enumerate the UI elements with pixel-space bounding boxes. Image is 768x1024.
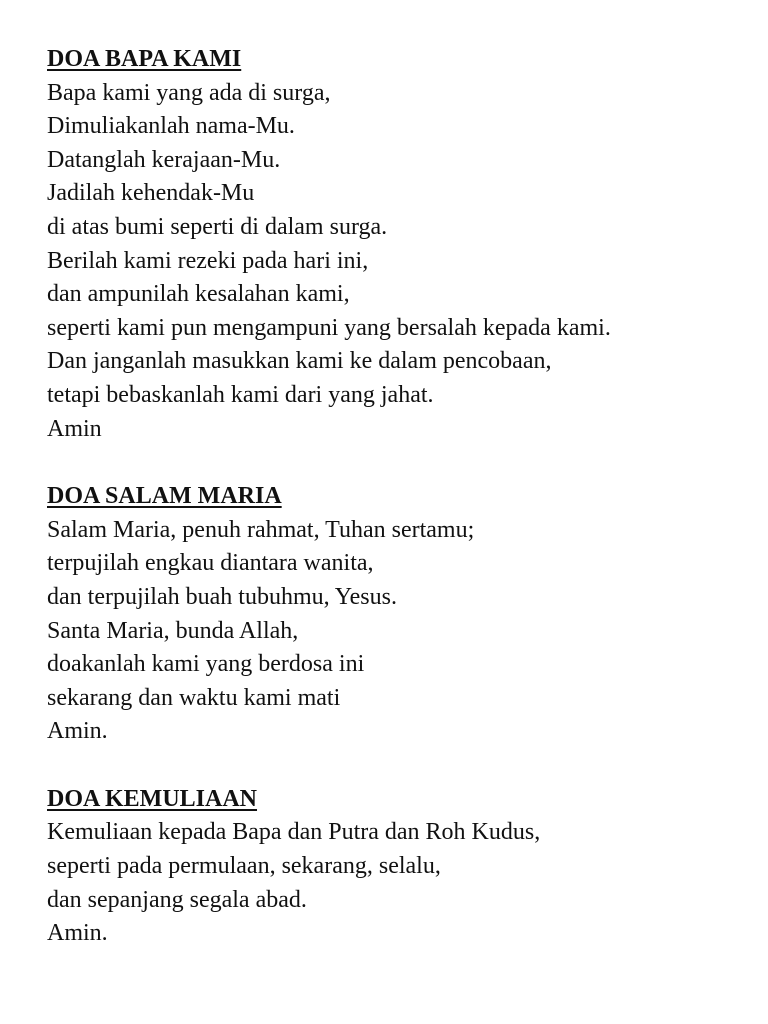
prayer-line: Amin (47, 415, 102, 442)
section-title: DOA SALAM MARIA (47, 483, 282, 510)
prayer-line: Dan janganlah masukkan kami ke dalam pencobaan, (47, 348, 552, 375)
prayer-line: Santa Maria, bunda Allah, (47, 617, 299, 644)
prayer-line: doakanlah kami yang berdosa ini (47, 651, 365, 678)
prayer-line: Jadilah kehendak-Mu (47, 180, 255, 207)
prayer-line: Amin. (47, 718, 108, 745)
prayer-line: dan terpujilah buah tubuhmu, Yesus. (47, 583, 397, 610)
prayer-line: seperti kami pun mengampuni yang bersalah kepada kami. (47, 314, 611, 341)
prayer-line: dan ampunilah kesalahan kami, (47, 281, 350, 308)
prayer-line: Datanglah kerajaan-Mu. (47, 146, 281, 173)
prayer-line: Dimuliakanlah nama-Mu. (47, 113, 295, 140)
section-doa-kemuliaan (47, 783, 747, 951)
prayer-line: terpujilah engkau diantara wanita, (47, 550, 374, 577)
prayer-line: tetapi bebaskanlah kami dari yang jahat. (47, 381, 434, 408)
section-title: DOA KEMULIAAN (47, 785, 258, 812)
prayer-document (47, 43, 747, 985)
prayer-line: di atas bumi seperti di dalam surga. (47, 213, 388, 240)
prayer-line: seperti pada permulaan, sekarang, selalu, (47, 853, 441, 880)
section-doa-salam-maria (47, 480, 747, 749)
prayer-line: Amin. (47, 920, 108, 947)
prayer-line: Salam Maria, penuh rahmat, Tuhan sertamu; (47, 516, 475, 543)
prayer-line: Kemuliaan kepada Bapa dan Putra dan Roh Kudus, (47, 819, 541, 846)
prayer-line: Bapa kami yang ada di surga, (47, 79, 331, 106)
section-doa-bapa-kami (47, 43, 747, 446)
prayer-line: sekarang dan waktu kami mati (47, 684, 341, 711)
prayer-line: dan sepanjang segala abad. (47, 886, 307, 913)
prayer-line: Berilah kami rezeki pada hari ini, (47, 247, 369, 274)
section-title: DOA BAPA KAMI (47, 46, 242, 72)
